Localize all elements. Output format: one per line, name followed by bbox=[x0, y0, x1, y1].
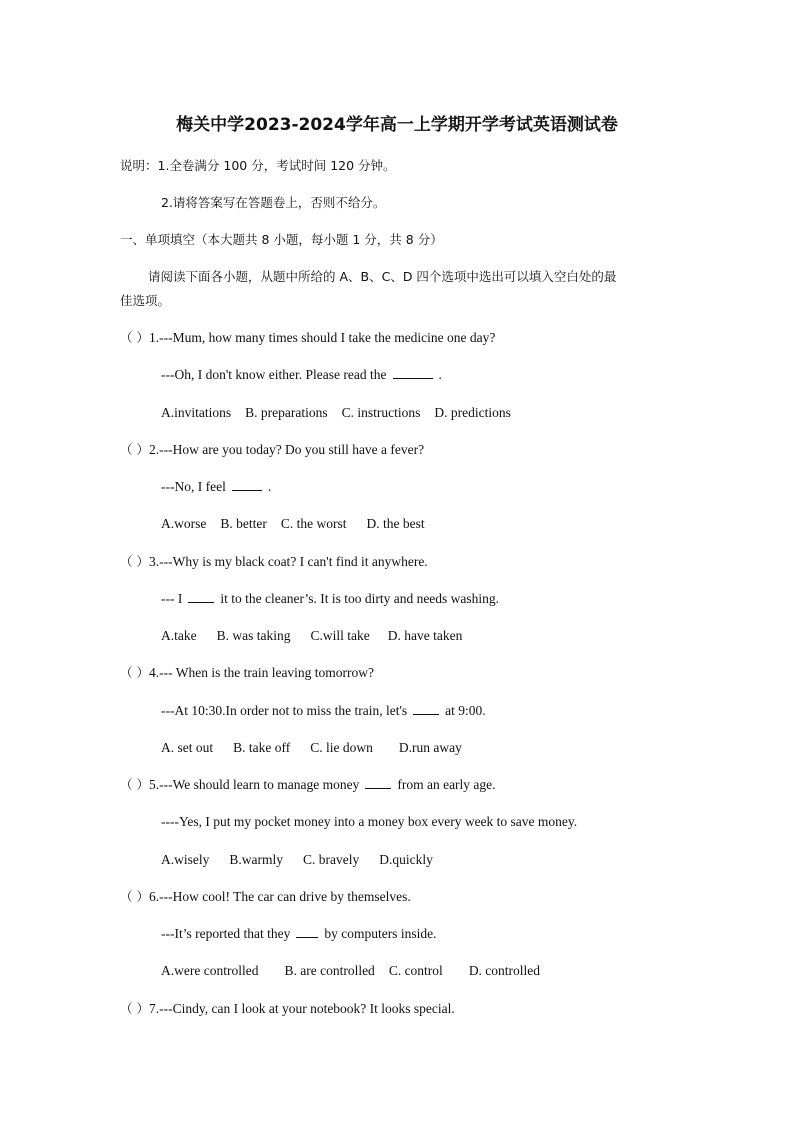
question-text: 6.---How cool! The car can drive by themselves. bbox=[148, 889, 411, 904]
page-title: 梅关中学2023-2024学年高一上学期开学考试英语测试卷 bbox=[176, 115, 618, 135]
answer-paren: （ ） bbox=[120, 1001, 149, 1016]
answer-blank bbox=[232, 478, 262, 491]
question-5-options bbox=[161, 851, 447, 869]
question-2 bbox=[120, 441, 424, 459]
question-text: 2.---How are you today? Do you still have a fever? bbox=[148, 442, 425, 457]
note-2: 2.请将答案写在答题卷上，否则不给分。 bbox=[161, 195, 386, 210]
answer-blank bbox=[188, 590, 214, 603]
question-4 bbox=[120, 664, 374, 682]
option-d: D.run away bbox=[398, 740, 462, 755]
answer-paren: （ ） bbox=[120, 889, 149, 904]
reply-text: ---Oh, I don't know either. Please read the bbox=[161, 367, 387, 382]
answer-blank bbox=[393, 366, 433, 379]
option-c: C. bravely bbox=[303, 852, 360, 867]
question-1 bbox=[120, 329, 495, 347]
question-3-reply bbox=[161, 590, 499, 608]
reply-text-end: it to the cleaner’s. It is too dirty and needs washing. bbox=[220, 591, 500, 606]
question-6 bbox=[120, 888, 411, 906]
option-d: D. have taken bbox=[387, 628, 463, 643]
answer-blank bbox=[413, 702, 439, 715]
question-5 bbox=[120, 776, 496, 794]
option-d: D. predictions bbox=[434, 405, 511, 420]
option-b: B. preparations bbox=[245, 405, 328, 420]
question-3-options bbox=[161, 627, 476, 645]
reply-text: ---It’s reported that they bbox=[161, 926, 291, 941]
question-2-reply bbox=[161, 478, 271, 496]
question-text: 5.---We should learn to manage money bbox=[148, 777, 360, 792]
section-instruction-line2: 佳选项。 bbox=[120, 293, 171, 308]
option-c: C.will take bbox=[310, 628, 370, 643]
option-b: B. take off bbox=[233, 740, 291, 755]
answer-paren: （ ） bbox=[120, 442, 149, 457]
option-c: C. instructions bbox=[341, 405, 421, 420]
answer-paren: （ ） bbox=[120, 554, 149, 569]
note-1: 说明：1.全卷满分 100 分，考试时间 120 分钟。 bbox=[120, 158, 396, 173]
option-a: A.take bbox=[161, 628, 197, 643]
option-a: A. set out bbox=[161, 740, 214, 755]
reply-text: --- I bbox=[161, 591, 183, 606]
option-a: A.worse bbox=[161, 516, 207, 531]
question-text: 7.---Cindy, can I look at your notebook? It looks special. bbox=[148, 1001, 455, 1016]
option-a: A.wisely bbox=[161, 852, 210, 867]
question-2-options bbox=[161, 515, 439, 533]
option-a: A.invitations bbox=[161, 405, 232, 420]
answer-blank bbox=[296, 925, 318, 938]
option-b: B. are controlled bbox=[284, 963, 375, 978]
question-text: 4.--- When is the train leaving tomorrow? bbox=[148, 665, 375, 680]
question-6-reply bbox=[161, 925, 436, 943]
option-b: B. was taking bbox=[216, 628, 291, 643]
answer-paren: （ ） bbox=[120, 665, 149, 680]
question-3 bbox=[120, 553, 428, 571]
option-b: B.warmly bbox=[229, 852, 283, 867]
option-d: D. the best bbox=[366, 516, 425, 531]
reply-text-end: . bbox=[267, 479, 272, 494]
option-c: C. control bbox=[388, 963, 443, 978]
question-6-options bbox=[161, 962, 554, 980]
option-b: B. better bbox=[220, 516, 267, 531]
reply-text-end: . bbox=[438, 367, 442, 382]
answer-paren: （ ） bbox=[120, 330, 149, 345]
reply-text: ---At 10:30.In order not to miss the train, let's bbox=[161, 703, 408, 718]
option-d: D.quickly bbox=[379, 852, 433, 867]
answer-paren: （ ） bbox=[120, 777, 149, 792]
option-a: A.were controlled bbox=[161, 963, 259, 978]
question-7 bbox=[120, 1000, 455, 1018]
answer-blank bbox=[365, 776, 391, 789]
reply-text: ----Yes, I put my pocket money into a money box every week to save money. bbox=[161, 814, 578, 829]
section-instruction-line1: 请阅读下面各小题，从题中所给的 A、B、C、D 四个选项中选出可以填入空白处的最 bbox=[148, 269, 617, 284]
question-1-options bbox=[161, 404, 525, 422]
question-4-reply bbox=[161, 702, 486, 720]
option-c: C. lie down bbox=[310, 740, 373, 755]
question-4-options bbox=[161, 739, 476, 757]
reply-text: ---No, I feel bbox=[161, 479, 226, 494]
question-5-reply bbox=[161, 813, 577, 831]
reply-text-end: by computers inside. bbox=[324, 926, 437, 941]
option-c: C. the worst bbox=[280, 516, 347, 531]
question-text-end: from an early age. bbox=[397, 777, 496, 792]
question-1-reply bbox=[161, 366, 442, 384]
option-d: D. controlled bbox=[468, 963, 541, 978]
section-heading: 一、单项填空（本大题共 8 小题，每小题 1 分，共 8 分） bbox=[120, 232, 443, 247]
question-text: 1.---Mum, how many times should I take the medicine one day? bbox=[148, 330, 496, 345]
reply-text-end: at 9:00. bbox=[445, 703, 486, 718]
question-text: 3.---Why is my black coat? I can't find it anywhere. bbox=[148, 554, 428, 569]
